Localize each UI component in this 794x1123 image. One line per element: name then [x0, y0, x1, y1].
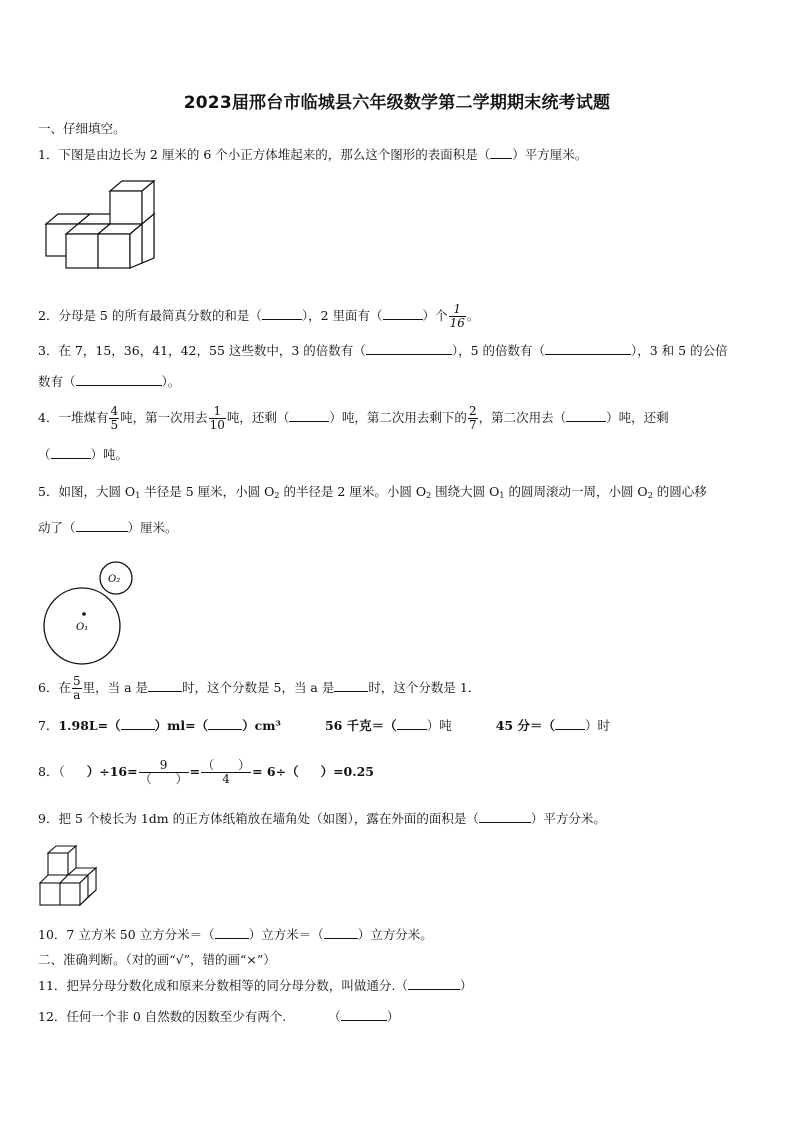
q2-text-end: 。: [466, 308, 480, 323]
q10-number: 10．: [38, 927, 67, 942]
q2-text-c: ）个: [422, 308, 448, 323]
q1-text-end: ）平方厘米。: [512, 147, 588, 162]
q5-subscript-5: 2: [647, 491, 653, 500]
q3-text-e: ）。: [161, 374, 181, 389]
q7-answer-blank-4[interactable]: [555, 717, 585, 730]
q8-text-c: = 6÷（: [252, 764, 299, 779]
o1-center-dot: [82, 612, 86, 616]
q1-answer-blank[interactable]: [490, 146, 512, 159]
q5-subscript-3: 2: [426, 491, 432, 500]
q9-number: 9．: [38, 811, 59, 826]
q5-text-b: 半径是 5 厘米，小圆 O: [140, 484, 275, 499]
q4-answer-blank-2[interactable]: [566, 409, 606, 422]
q7-answer-blank-3[interactable]: [397, 717, 427, 730]
q6-answer-blank-1[interactable]: [148, 679, 182, 692]
q12-number: 12．: [38, 1009, 67, 1024]
q5-answer-blank[interactable]: [76, 519, 128, 532]
question-11: [38, 977, 472, 995]
q7-text-e: ）吨: [426, 718, 452, 733]
question-8: [38, 752, 374, 792]
q3-text-b: ），5 的倍数有（: [451, 343, 545, 358]
q5-text-a: 如图，大圆 O: [58, 484, 136, 499]
q12-text-b: （: [328, 1009, 341, 1024]
q5-text-f: 的圆心移: [652, 484, 707, 499]
question-9: [38, 810, 606, 828]
q11-text-b: ）: [459, 978, 473, 993]
q6-answer-blank-2[interactable]: [334, 679, 368, 692]
q11-number: 11．: [38, 978, 67, 993]
q4-text-g: （: [38, 447, 51, 462]
q4-text-f: ）吨，还剩: [606, 410, 669, 425]
q3-text-a: 在 7，15，36，41，42，55 这些数中，3 的倍数有（: [58, 343, 366, 358]
q7-text-g: ）时: [584, 718, 610, 733]
q12-text-c: ）: [386, 1009, 400, 1024]
question-5-cont: [38, 519, 178, 537]
q6-text-b: 里，当 a 是: [82, 680, 149, 695]
q4-fraction-3: $\frac{2}{7}$: [468, 404, 477, 432]
q4-answer-blank-3[interactable]: [51, 446, 91, 459]
q5-number: 5．: [38, 484, 59, 499]
question-6: [38, 673, 480, 703]
section-heading-2: 二、准确判断。（对的画“√”，错的画“×”）: [38, 952, 276, 967]
q3-answer-blank-2[interactable]: [545, 342, 631, 355]
q9-text-b: ）平方分米。: [530, 811, 606, 826]
question-1: [38, 146, 587, 164]
q4-number: 4．: [38, 410, 59, 425]
q11-answer-blank[interactable]: [408, 977, 460, 990]
q7-text-f: 45 分＝（: [495, 718, 555, 733]
q2-text-a: 分母是 5 的所有最简真分数的和是（: [58, 308, 262, 323]
q9-answer-blank[interactable]: [479, 810, 531, 823]
q4-text-e: ，第二次用去（: [478, 410, 567, 425]
q7-number: 7．: [38, 718, 59, 733]
q2-answer-blank-2[interactable]: [383, 307, 423, 320]
q2-number: 2．: [38, 308, 59, 323]
q7-text-b: ）ml=（: [154, 718, 209, 733]
q9-text-a: 把 5 个棱长为 1dm 的正方体纸箱放在墙角处（如图），露在外面的面积是（: [58, 811, 479, 826]
q10-text-b: ）立方米＝（: [248, 927, 324, 942]
q8-number: 8．: [38, 764, 59, 779]
q3-number: 3．: [38, 343, 59, 358]
question-4-cont: [38, 446, 128, 464]
q5-circles-figure: [40, 560, 140, 685]
question-7: [38, 717, 610, 735]
q2-text-b: ），2 里面有（: [301, 308, 383, 323]
q4-text-h: ）吨。: [90, 447, 129, 462]
q4-fraction-1: $\frac{4}{5}$: [110, 404, 119, 432]
q6-text-a: 在: [58, 680, 71, 695]
q5-subscript-1: 1: [135, 491, 141, 500]
q3-answer-blank-3[interactable]: [76, 373, 162, 386]
q5-subscript-4: 1: [499, 491, 505, 500]
q10-text-c: ）立方分米。: [357, 927, 433, 942]
section-heading-1: 一、仔细填空。: [38, 121, 126, 136]
o2-label: O₂: [108, 574, 121, 585]
q3-text-c: ），3 和 5 的公倍: [631, 343, 728, 358]
q10-text-a: 7 立方米 50 立方分米＝（: [66, 927, 215, 942]
question-4: [38, 402, 669, 434]
q4-text-b: 吨，第一次用去: [120, 410, 208, 425]
q4-answer-blank-1[interactable]: [289, 409, 329, 422]
q8-text-b: ）÷16=: [86, 764, 138, 779]
q7-answer-blank-1[interactable]: [121, 717, 155, 730]
q6-text-d: 时，这个分数是 1．: [368, 680, 481, 695]
q7-text-c: ）cm³: [242, 718, 281, 733]
q2-answer-blank-1[interactable]: [262, 307, 302, 320]
q8-text-d: ）=0.25: [320, 764, 374, 779]
question-3-cont: [38, 373, 180, 391]
page-title: 2023届邢台市临城县六年级数学第二学期期末统考试题: [183, 93, 611, 113]
q6-number: 6．: [38, 680, 59, 695]
q7-text-a: 1.98L=（: [58, 718, 121, 733]
q7-text-d: 56 千克＝（: [324, 718, 397, 733]
q5-text-c: 的半径是 2 厘米。小圆 O: [279, 484, 427, 499]
question-12: [38, 1008, 399, 1026]
q5-text-e: 的圆周滚动一周，小圆 O: [504, 484, 648, 499]
q8-equals: =: [189, 764, 201, 779]
q4-text-a: 一堆煤有: [58, 410, 109, 425]
q6-fraction: $\frac{5}{a}$: [72, 674, 81, 702]
q2-fraction: $\frac{1}{16}$: [449, 302, 465, 330]
question-5: [38, 483, 707, 505]
q5-text-g: 动了（: [38, 520, 76, 535]
q11-text-a: 把异分母分数化成和原来分数相等的同分母分数，叫做通分.（: [66, 978, 408, 993]
q12-answer-blank[interactable]: [341, 1008, 387, 1021]
q4-fraction-2: $\frac{1}{10}$: [209, 404, 225, 432]
q5-text-h: ）厘米。: [127, 520, 178, 535]
q1-number: 1．: [38, 147, 59, 162]
q8-text-a: （: [58, 764, 65, 779]
q7-answer-blank-2[interactable]: [208, 717, 242, 730]
q6-text-c: 时，这个分数是 5，当 a 是: [182, 680, 335, 695]
q8-fraction-2: $\frac{( )}{4}$: [202, 758, 251, 786]
o1-label: O₁: [76, 622, 89, 633]
q5-subscript-2: 2: [274, 491, 280, 500]
question-2: [38, 302, 479, 330]
q10-answer-blank-2[interactable]: [324, 926, 358, 939]
q5-text-d: 围绕大圆 O: [431, 484, 500, 499]
q4-text-d: ）吨，第二次用去剩下的: [329, 410, 467, 425]
q1-cubes-figure: [40, 176, 165, 276]
question-3: [38, 342, 728, 360]
q9-corner-cubes-figure: [38, 843, 108, 909]
q10-answer-blank-1[interactable]: [215, 926, 249, 939]
q3-answer-blank-1[interactable]: [366, 342, 452, 355]
q4-text-c: 吨，还剩（: [226, 410, 290, 425]
q8-fraction-1: $\frac{9}{( )}$: [139, 758, 188, 786]
question-10: [38, 926, 433, 944]
q3-text-d: 数有（: [38, 374, 76, 389]
q12-text-a: 任何一个非 0 自然数的因数至少有两个.: [66, 1009, 287, 1024]
q1-text: 下图是由边长为 2 厘米的 6 个小正方体堆起来的，那么这个图形的表面积是（: [58, 147, 491, 162]
